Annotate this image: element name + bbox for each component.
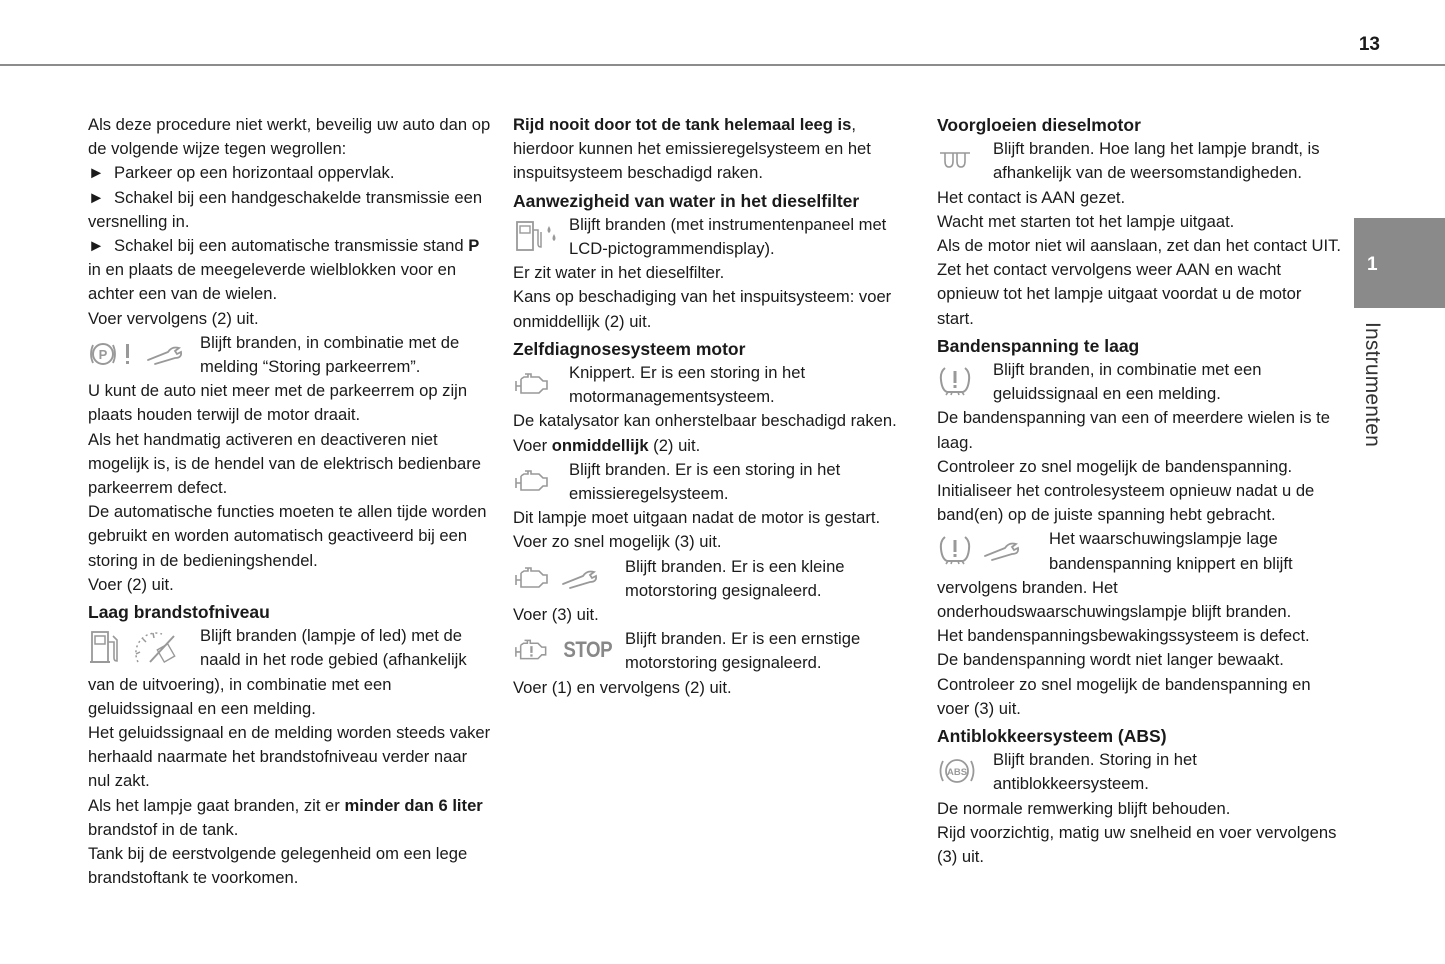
lamp-description: Blijft branden. Er is een kleine motorstoring gesignaleerd.	[513, 555, 918, 603]
paragraph: U kunt de auto niet meer met de parkeerrem op zijn plaats houden terwijl de motor draait.	[88, 381, 468, 425]
paragraph: Voer (3) uit.	[513, 605, 599, 625]
bullet-item: ► Schakel bij een handgeschakelde transmissie een versnelling in.	[88, 187, 483, 231]
paragraph: De automatische functies moeten te allen tijde worden gebruikt en worden automatisch geactiveerd bij een storing in de bedieningshendel.	[88, 502, 487, 570]
header-rule	[0, 64, 1445, 66]
svg-text:ABS: ABS	[946, 767, 968, 779]
paragraph: Voer vervolgens (2) uit.	[88, 308, 259, 328]
bullet-arrow-icon: ►	[88, 187, 105, 207]
paragraph: De normale remwerking blijft behouden.	[937, 798, 1231, 818]
icon-group	[513, 555, 625, 601]
paragraph: Kans op beschadiging van het inspuitsysteem: voer onmiddellijk (2) uit.	[513, 287, 892, 331]
paragraph: Voer onmiddellijk (2) uit.	[513, 435, 701, 455]
icon-group	[937, 358, 993, 404]
lamp-description: Het waarschuwingslampje lage bandenspanning knippert en blijft vervolgens branden. Het onderhoudswaarschuwingslampje blijft branden.	[937, 529, 1293, 622]
engine-check-icon	[513, 565, 551, 591]
paragraph: De katalysator kan onherstelbaar beschadigd raken.	[513, 411, 897, 431]
paragraph: De bandenspanning van een of meerdere wielen is te laag.	[937, 408, 1330, 452]
section-heading: Zelfdiagnosesysteem motor	[513, 338, 746, 359]
paragraph: Wacht met starten tot het lampje uitgaat.	[937, 211, 1235, 231]
paragraph: De bandenspanning wordt niet langer bewaakt.	[937, 650, 1284, 670]
bullet-arrow-icon: ►	[88, 236, 105, 256]
service-wrench-icon	[983, 538, 1023, 562]
icon-group	[513, 213, 569, 259]
water-in-diesel-icon	[513, 218, 559, 254]
paragraph: Als de motor niet wil aanslaan, zet dan het contact UIT. Zet het contact vervolgens weer AAN en wacht opnieuw tot het lampje uitgaat voordat u de motor start.	[937, 236, 1341, 328]
section-heading: Antiblokkeersysteem (ABS)	[937, 726, 1167, 747]
section-heading: Aanwezigheid van water in het dieselfilter	[513, 190, 860, 211]
lamp-description: STOP Blijft branden. Er is een ernstige motorstoring gesignaleerd.	[513, 627, 918, 675]
glow-plug-icon	[937, 149, 973, 171]
icon-group	[513, 361, 569, 407]
stop-warning-label: STOP	[563, 637, 613, 663]
icon-group	[88, 331, 200, 377]
abs-warning-icon	[937, 753, 977, 789]
page-number: 13	[1358, 34, 1380, 55]
paragraph: Er zit water in het dieselfilter.	[513, 263, 725, 283]
engine-check-icon	[513, 371, 551, 397]
paragraph: Rijd nooit door tot de tank helemaal leeg is, hierdoor kunnen het emissieregelsysteem en het inspuitsysteem beschadigd raken.	[513, 115, 871, 183]
engine-warning-icon	[513, 637, 549, 663]
paragraph: Als het lampje gaat branden, zit er minder dan 6 liter brandstof in de tank.	[88, 795, 483, 839]
paragraph: Controleer zo snel mogelijk de bandenspanning en voer (3) uit.	[937, 674, 1311, 718]
icon-group	[937, 748, 993, 794]
lamp-description: Blijft branden, in combinatie met een geluidssignaal en een melding.	[937, 358, 1342, 406]
paragraph: Als deze procedure niet werkt, beveilig uw auto dan op de volgende wijze tegen wegrollen:	[88, 115, 491, 159]
bullet-item: ► Schakel bij een automatische transmissie stand P in en plaats de meegeleverde wielblokken voor en achter een van de wielen.	[88, 236, 480, 304]
section-heading: Bandenspanning te laag	[937, 335, 1140, 356]
lamp-description: ABS Blijft branden. Storing in het antiblokkeersysteem.	[937, 748, 1342, 796]
lamp-description: Blijft branden (met instrumentenpaneel met LCD-pictogrammendisplay).	[513, 213, 918, 261]
service-wrench-icon	[561, 566, 601, 590]
lamp-description: P Blijft branden, in combinatie met de melding “Storing parkeerrem”.	[88, 331, 493, 379]
paragraph: Voer (1) en vervolgens (2) uit.	[513, 677, 732, 697]
parking-brake-warning-icon	[88, 339, 136, 369]
paragraph: Tank bij de eerstvolgende gelegenheid om een lege brandstoftank te voorkomen.	[88, 844, 468, 888]
paragraph: Controleer zo snel mogelijk de bandenspanning.	[937, 456, 1293, 476]
chapter-tab[interactable]	[1354, 218, 1445, 308]
fuel-pump-icon	[88, 628, 122, 666]
paragraph: Dit lampje moet uitgaan nadat de motor is gestart.	[513, 508, 881, 528]
icon-group	[513, 627, 625, 673]
icon-group	[937, 527, 1049, 573]
tyre-pressure-icon	[937, 533, 973, 567]
fuel-gauge-needle-icon	[132, 628, 180, 666]
icon-group	[88, 624, 200, 670]
paragraph: Als het handmatig activeren en deactiveren niet mogelijk is, is de hendel van de elektrisch bedienbare parkeerrem defect.	[88, 429, 481, 498]
lamp-description: Blijft branden. Hoe lang het lampje brandt, is afhankelijk van de weersomstandigheden.	[937, 137, 1342, 185]
column-middle	[513, 113, 918, 700]
paragraph: Initialiseer het controlesysteem opnieuw nadat u de band(en) op de juiste spanning hebt gebracht.	[937, 481, 1315, 525]
engine-check-icon	[513, 468, 551, 494]
section-heading: Voorgloeien dieselmotor	[937, 115, 1141, 135]
bullet-arrow-icon: ►	[88, 163, 105, 183]
icon-group	[937, 137, 993, 183]
paragraph: Het contact is AAN gezet.	[937, 187, 1126, 207]
paragraph: Voer (2) uit.	[88, 574, 174, 594]
chapter-title: Instrumenten	[1361, 322, 1384, 447]
paragraph: Het bandenspanningsbewakingssysteem is defect.	[937, 626, 1310, 646]
svg-text:P: P	[98, 346, 108, 362]
paragraph: Voer zo snel mogelijk (3) uit.	[513, 532, 722, 552]
section-heading: Laag brandstofniveau	[88, 602, 270, 623]
chapter-number: 1	[1367, 254, 1378, 275]
service-wrench-icon	[146, 342, 186, 366]
lamp-description: Blijft branden. Er is een storing in het emissieregelsysteem.	[513, 458, 918, 506]
lamp-description: Knippert. Er is een storing in het motormanagementsysteem.	[513, 361, 918, 409]
tyre-pressure-icon	[937, 364, 973, 398]
column-left	[88, 113, 493, 891]
paragraph: Rijd voorzichtig, matig uw snelheid en voer vervolgens (3) uit.	[937, 822, 1337, 867]
column-right	[937, 113, 1342, 869]
paragraph: Het geluidssignaal en de melding worden steeds vaker herhaald naarmate het brandstofniveau verder naar nul zakt.	[88, 723, 491, 791]
bullet-item: ► Parkeer op een horizontaal oppervlak.	[88, 161, 493, 185]
icon-group	[513, 458, 569, 504]
lamp-description: Blijft branden (lampje of led) met de naald in het rode gebied (afhankelijk van de uitvoering), in combinatie met een geluidssignaal en een melding.	[88, 626, 467, 718]
